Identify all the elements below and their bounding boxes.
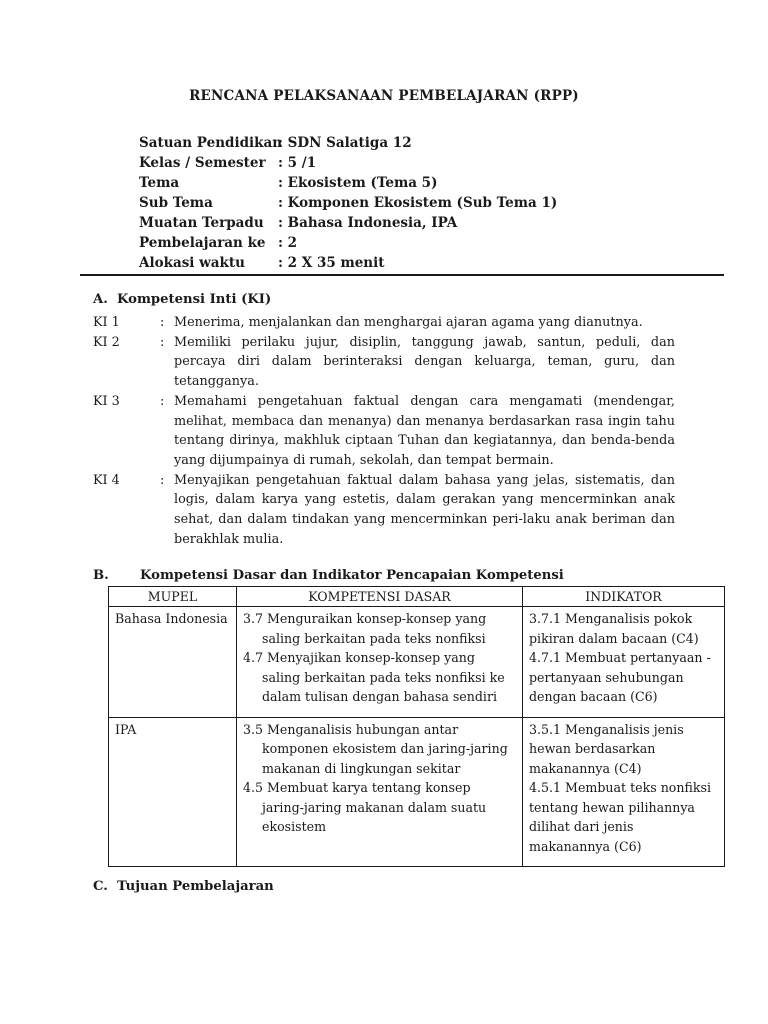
- table-row: [109, 607, 725, 718]
- identity-label: Alokasi waktu: [139, 255, 245, 271]
- identity-block: [139, 133, 557, 273]
- cell-mupel: Bahasa Indonesia: [109, 607, 237, 718]
- ki-colon: :: [160, 334, 165, 350]
- ki-item: [93, 333, 675, 392]
- identity-row-theme: [139, 173, 557, 193]
- identity-label: Kelas / Semester: [139, 155, 266, 171]
- ki-text: Menerima, menjalankan dan menghargai ajaran agama yang dianutnya.: [174, 315, 643, 330]
- section-b-heading: [93, 568, 564, 583]
- table-row: [109, 717, 725, 867]
- identity-value: : 2 X 35 menit: [278, 255, 385, 271]
- section-title: Kompetensi Inti (KI): [117, 292, 272, 307]
- table-header-row: [109, 587, 725, 607]
- kd-item: 3.7 Menguraikan konsep-konsep yang saling berkaitan pada teks nonfiksi: [243, 611, 487, 646]
- ki-text: Memahami pengetahuan faktual dengan cara mengamati (mendengar, melihat, membaca dan menanya) dan menanya berdasarkan rasa ingin tahu tentang dirinya, makhluk ciptaan Tuhan dan kegiatannya, dan benda-benda yang dijumpainya di rumah, sekolah, dan tempat bermain.: [174, 393, 675, 468]
- column-header-kd: KOMPETENSI DASAR: [237, 587, 523, 607]
- header-divider: [80, 274, 724, 276]
- ki-code: KI 1: [93, 315, 120, 330]
- column-header-indikator: INDIKATOR: [523, 587, 725, 607]
- identity-value: : 2: [278, 235, 298, 251]
- ki-item: [93, 471, 675, 550]
- ki-item: [93, 392, 675, 471]
- cell-indikator: [523, 717, 725, 867]
- section-title: Tujuan Pembelajaran: [117, 879, 274, 894]
- identity-label: Muatan Terpadu: [139, 215, 264, 231]
- ki-colon: :: [160, 472, 165, 488]
- cell-indikator: [523, 607, 725, 718]
- ki-colon: :: [160, 315, 165, 330]
- identity-label: Satuan Pendidikan: [139, 135, 283, 151]
- cell-kd: [237, 717, 523, 867]
- identity-label: Tema: [139, 175, 180, 191]
- ki-list: [93, 313, 675, 549]
- ki-code: KI 2: [93, 334, 120, 350]
- column-header-mupel: MUPEL: [109, 587, 237, 607]
- identity-row-subjects: [139, 213, 557, 233]
- ki-code: KI 4: [93, 472, 120, 488]
- cell-mupel: IPA: [109, 717, 237, 867]
- identity-value: : Bahasa Indonesia, IPA: [278, 215, 458, 231]
- identity-label: Sub Tema: [139, 195, 213, 211]
- section-letter: B.: [93, 568, 109, 583]
- section-a-heading: [93, 292, 271, 307]
- section-letter: C.: [93, 879, 108, 894]
- section-letter: A.: [93, 292, 108, 307]
- identity-row-time: [139, 253, 557, 273]
- indikator-item: 3.7.1 Menganalisis pokok pikiran dalam bacaan (C4): [529, 611, 699, 646]
- ki-text: Memiliki perilaku jujur, disiplin, tanggung jawab, santun, peduli, dan percaya diri dalam berinteraksi dengan keluarga, teman, guru, dan tetangganya.: [174, 334, 675, 390]
- indikator-item: 3.5.1 Menganalisis jenis hewan berdasarkan makanannya (C4): [529, 721, 684, 776]
- kd-item: 3.5 Menganalisis hubungan antar komponen ekosistem dan jaring-jaring makanan di lingkungan sekitar: [243, 721, 508, 776]
- kd-item: 4.7 Menyajikan konsep-konsep yang saling berkaitan pada teks nonfiksi ke dalam tulisan dengan bahasa sendiri: [243, 650, 505, 704]
- indikator-item: 4.5.1 Membuat teks nonfiksi tentang hewan pilihannya dilihat dari jenis makanannya (C6): [529, 780, 712, 854]
- identity-row-school: [139, 133, 557, 153]
- section-title: Kompetensi Dasar dan Indikator Pencapaian Kompetensi: [140, 568, 564, 583]
- indikator-item: 4.7.1 Membuat pertanyaan - pertanyaan sehubungan dengan bacaan (C6): [529, 650, 711, 704]
- identity-value: : Komponen Ekosistem (Sub Tema 1): [278, 195, 558, 211]
- identity-row-class: [139, 153, 557, 173]
- kd-item: 4.5 Membuat karya tentang konsep jaring-jaring makanan dalam suatu ekosistem: [243, 780, 487, 834]
- identity-value: : SDN Salatiga 12: [278, 135, 412, 151]
- identity-row-lesson: [139, 233, 557, 253]
- ki-item: [93, 313, 675, 333]
- ki-code: KI 3: [93, 393, 120, 409]
- document-title: RENCANA PELAKSANAAN PEMBELAJARAN (RPP): [189, 88, 579, 104]
- identity-value: : 5 /1: [278, 155, 317, 171]
- identity-row-subtheme: [139, 193, 557, 213]
- ki-text: Menyajikan pengetahuan faktual dalam bahasa yang jelas, sistematis, dan logis, dalam karya yang estetis, dalam gerakan yang mencerminkan anak sehat, dan dalam tindakan yang mencerminkan peri-laku anak beriman dan berakhlak mulia.: [174, 472, 675, 547]
- identity-label: Pembelajaran ke: [139, 235, 266, 251]
- identity-value: : Ekosistem (Tema 5): [278, 175, 438, 191]
- cell-kd: [237, 607, 523, 718]
- ki-colon: :: [160, 393, 165, 409]
- competency-table: [108, 586, 725, 867]
- section-c-heading: [93, 879, 274, 894]
